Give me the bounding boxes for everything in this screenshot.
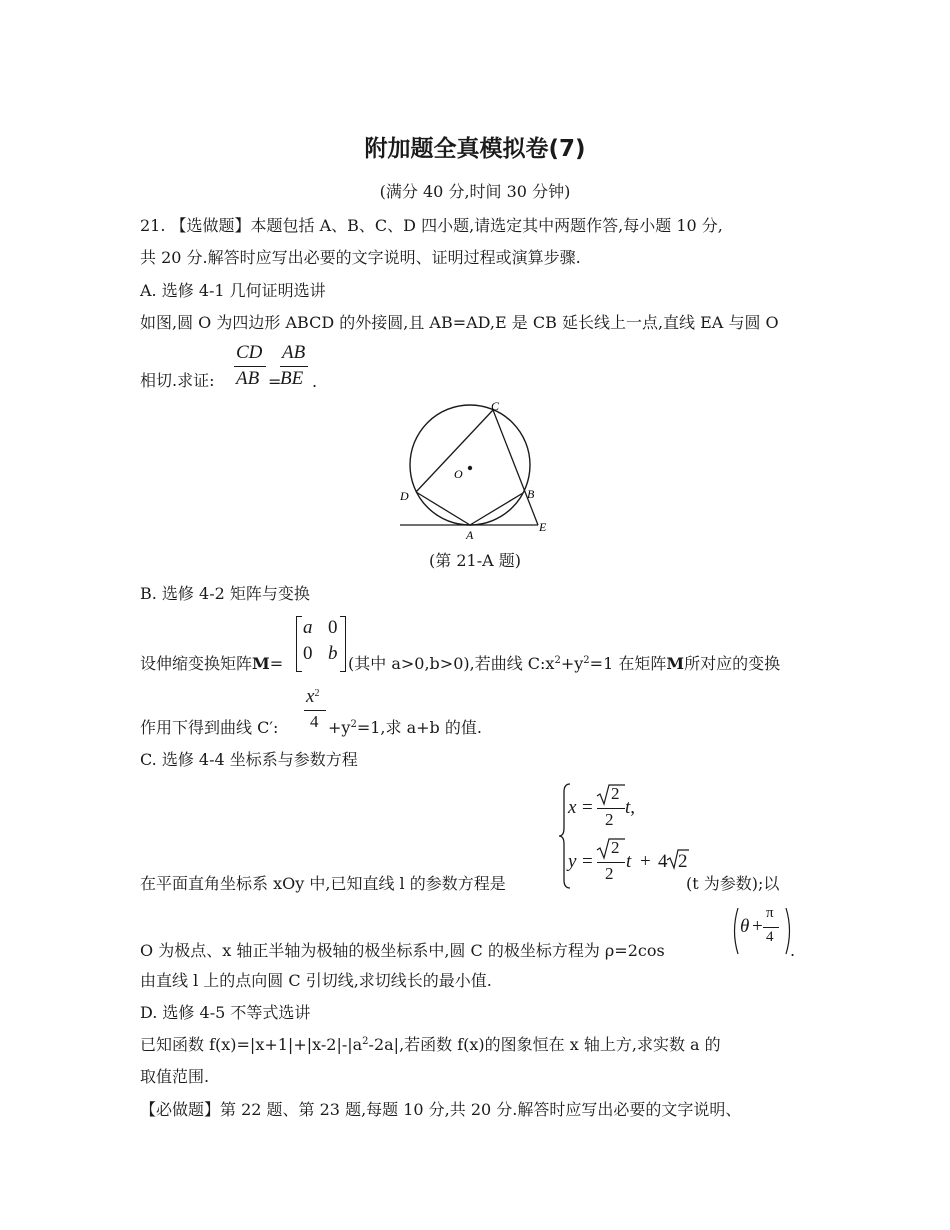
- part-b-line1: [140, 653, 283, 675]
- sys-root-1: 2: [611, 784, 620, 803]
- segment-ab: [470, 493, 523, 525]
- q21-line1: 21. 【选做题】本题包括 A、B、C、D 四小题,请选定其中两题作答,每小题 10 分,: [140, 216, 723, 235]
- part-d-line1: 已知函数 $f(x)=|x+1|+|x-2|-|a^2-2a|$,若函数 f(x)的图象恒在 x 轴上方,求实数 a 的: [140, 1035, 721, 1054]
- part-c-heading: C. 选修 4-4 坐标系与参数方程: [140, 750, 358, 769]
- sys-t1: t,: [625, 797, 636, 818]
- matrix-a12: 0: [328, 617, 338, 638]
- part-c-line2-suffix: .: [790, 941, 796, 960]
- frac1-bar: [234, 366, 266, 367]
- sys-x-var: x: [568, 797, 577, 818]
- sys-plus: +: [640, 851, 651, 872]
- frac1-denominator: AB: [236, 368, 260, 389]
- sup-2-y: 2: [583, 655, 590, 666]
- frac-x2-numerator: $x^2$: [306, 686, 320, 707]
- part-b-line2-suffix: $+y^2=1$,求 a+b 的值.: [328, 718, 482, 737]
- sys-y-eq: =: [582, 851, 593, 872]
- part-b-heading: B. 选修 4-2 矩阵与变换: [140, 584, 310, 603]
- circle-figure: [396, 396, 556, 548]
- label-e: E: [539, 520, 547, 534]
- part-b-text-a: (其中 a>0,b>0),若曲线 C:x: [348, 654, 555, 673]
- figure-caption: (第 21-A 题): [429, 551, 521, 570]
- page-subtitle: (满分 40 分,时间 30 分钟): [379, 182, 571, 201]
- matrix-a22: b: [328, 643, 338, 664]
- part-a-text2-suffix: .: [312, 372, 318, 391]
- label-c: C: [491, 399, 500, 413]
- matrix-right-bracket: [340, 616, 346, 672]
- sys-y-var: y: [568, 851, 577, 872]
- part-c-line1-suffix: (t 为参数);以: [686, 874, 780, 893]
- frac2-bar: [280, 366, 308, 367]
- sys-x-eq: =: [582, 797, 593, 818]
- pi-denominator: 4: [766, 929, 774, 945]
- frac-x2-denominator: 4: [310, 712, 319, 731]
- required-line1: 【必做题】第 22 题、第 23 题,每题 10 分,共 20 分.解答时应写出必要的文字说明、: [140, 1100, 742, 1119]
- frac1-numerator: CD: [236, 342, 263, 363]
- pi-numerator: π: [766, 905, 774, 921]
- frac2-denominator: BE: [280, 368, 304, 389]
- part-d-line2: 取值范围.: [140, 1067, 210, 1086]
- matrix-a21: 0: [303, 643, 313, 664]
- label-d: D: [400, 489, 409, 503]
- sys-den-1: 2: [605, 810, 614, 829]
- pi-frac-bar: [763, 927, 779, 928]
- circumcircle: [410, 405, 530, 525]
- matrix-m-label: M: [252, 654, 270, 673]
- page-title: 附加题全真模拟卷(7): [364, 136, 586, 162]
- frac-x2-bar: [304, 710, 326, 711]
- sys-frac-bar-2: [597, 862, 625, 863]
- part-c-line2-prefix: O 为极点、x 轴正半轴为极轴的极坐标系中,圆 C 的极坐标方程为 ρ=2cos: [140, 941, 665, 960]
- sys-four: 4: [658, 851, 668, 872]
- part-b-text-c: =1 在矩阵: [589, 654, 667, 673]
- q21-line2: 共 20 分.解答时应写出必要的文字说明、证明过程或演算步骤.: [140, 248, 581, 267]
- cos-plus: +: [752, 916, 763, 937]
- part-a-text2-prefix: 相切.求证:: [140, 371, 215, 390]
- sys-root-3: 2: [678, 851, 688, 872]
- frac2-numerator: AB: [282, 342, 306, 363]
- part-c-line1-prefix: 在平面直角坐标系 xOy 中,已知直线 l 的参数方程是: [140, 874, 506, 893]
- part-b-line1-suffix: [348, 653, 780, 675]
- sup-2-x: 2: [554, 655, 561, 666]
- part-d-heading: D. 选修 4-5 不等式选讲: [140, 1003, 311, 1022]
- matrix-m-ref: M: [666, 654, 685, 673]
- segment-da: [416, 492, 470, 525]
- part-b-text-d: 所对应的变换: [684, 654, 781, 673]
- sys-den-2: 2: [605, 864, 614, 883]
- sys-root-2: 2: [611, 838, 620, 857]
- label-o: O: [454, 467, 463, 481]
- matrix-left-bracket: [296, 616, 302, 672]
- part-b-line2-prefix: 作用下得到曲线 C′:: [140, 718, 279, 737]
- part-c-line3: 由直线 l 上的点向圆 C 引切线,求切线长的最小值.: [140, 971, 492, 990]
- sys-t2: t: [626, 851, 632, 872]
- label-a: A: [466, 528, 474, 542]
- part-b-prefix: 设伸缩变换矩阵: [140, 654, 253, 673]
- label-b: B: [527, 487, 535, 501]
- part-b-eq: =: [269, 654, 284, 673]
- part-a-heading: A. 选修 4-1 几何证明选讲: [140, 281, 326, 300]
- center-point-o: [468, 466, 472, 470]
- matrix-a11: a: [303, 617, 313, 638]
- equals-sign: =: [268, 372, 282, 391]
- part-b-text-b: +y: [560, 654, 584, 673]
- part-a-text1: 如图,圆 O 为四边形 ABCD 的外接圆,且 AB=AD,E 是 CB 延长线上一点,直线 EA 与圆 O: [140, 313, 779, 332]
- sys-frac-bar-1: [597, 808, 625, 809]
- theta: θ: [740, 916, 750, 937]
